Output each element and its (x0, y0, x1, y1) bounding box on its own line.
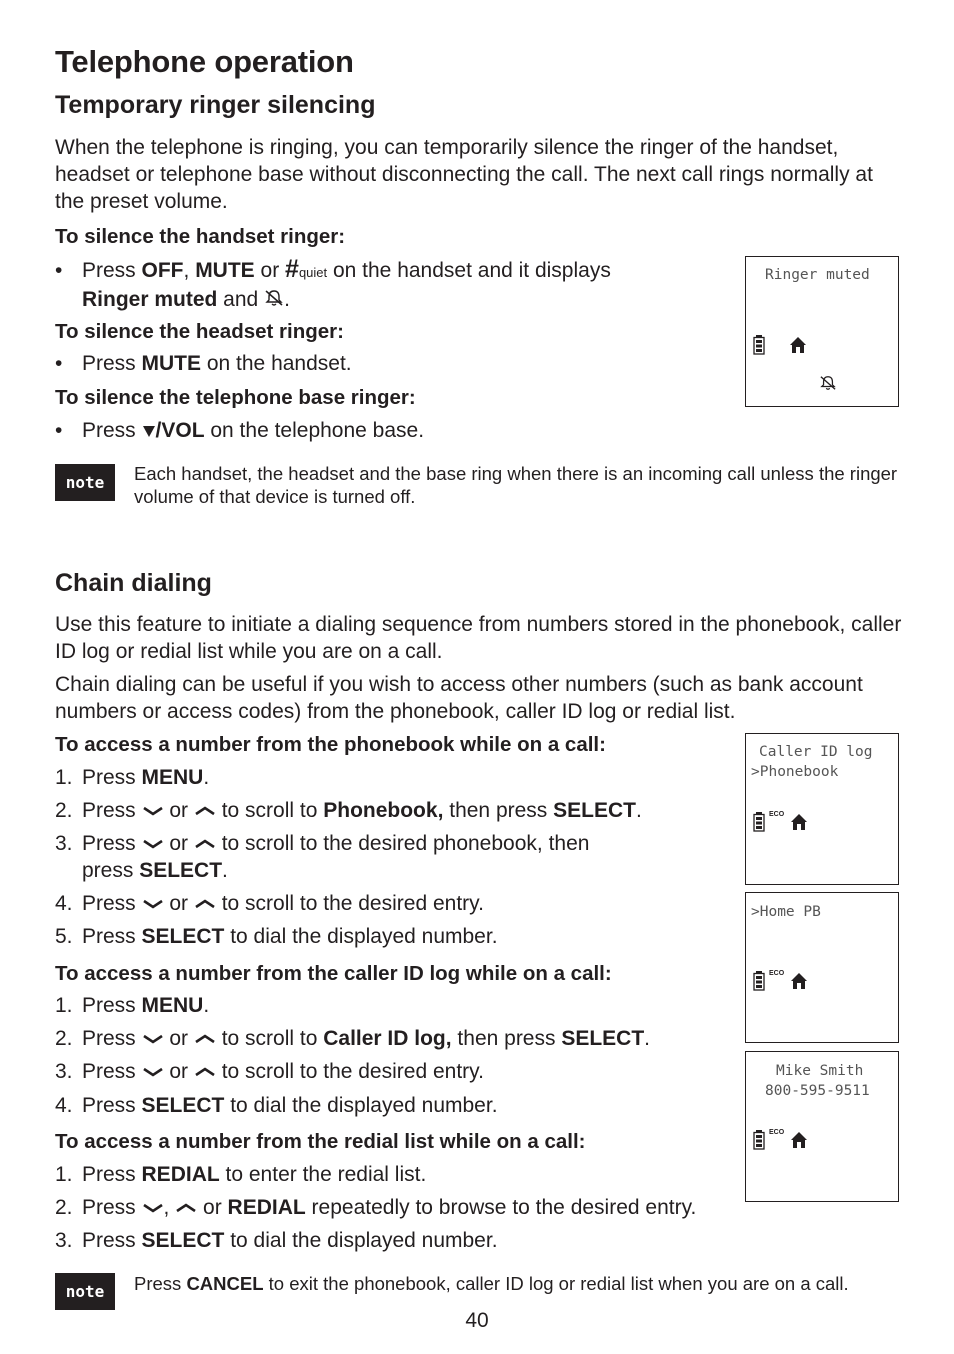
bullet: • (55, 259, 63, 282)
up-arrow-icon (194, 1033, 216, 1045)
pb-step-5: 5. Press SELECT to dial the displayed number. (55, 925, 498, 948)
down-arrow-icon (142, 838, 164, 850)
down-arrow-icon (142, 1066, 164, 1078)
battery-icon (753, 335, 765, 355)
hash-key: # (285, 255, 299, 283)
phonebook-heading: To access a number from the phonebook while on a call: (55, 733, 606, 756)
base-heading: To silence the telephone base ringer: (55, 386, 416, 409)
lcd-screen-home-pb (745, 892, 899, 1043)
chain-intro-1: Use this feature to initiate a dialing sequence from numbers stored in the phonebook, caller ID log or redial list while you are on a call. (55, 613, 902, 663)
chain-note: Press CANCEL to exit the phonebook, caller ID log or redial list when you are on a call. (134, 1273, 849, 1294)
lcd-line: >Phonebook (751, 764, 839, 780)
eco-indicator: ECO (769, 970, 785, 977)
pb-step-1: 1. Press MENU. (55, 766, 210, 789)
lcd-screen-phonebook-menu (745, 733, 899, 885)
down-arrow-icon (142, 1202, 164, 1214)
down-arrow-icon (142, 898, 164, 910)
cid-step-1: 1. Press MENU. (55, 994, 210, 1017)
battery-icon (753, 812, 765, 832)
down-arrow-icon (142, 805, 164, 817)
lcd-line: Mike Smith (776, 1063, 864, 1079)
battery-icon (753, 1130, 765, 1150)
home-icon (790, 1131, 808, 1149)
headset-item: • Press MUTE on the handset. (55, 352, 352, 375)
eco-indicator: ECO (769, 811, 785, 818)
up-arrow-icon (194, 805, 216, 817)
chain-intro-2: Chain dialing can be useful if you wish to access other numbers (such as bank account numbers or access codes) from the phonebook, caller ID log or redial list. (55, 673, 863, 723)
home-icon (789, 336, 807, 354)
bell-off-icon (819, 375, 837, 391)
cid-step-4: 4. Press SELECT to dial the displayed number. (55, 1094, 498, 1117)
up-arrow-icon (194, 898, 216, 910)
note-badge: note (55, 1273, 115, 1310)
headset-heading: To silence the headset ringer: (55, 320, 344, 343)
bell-off-icon (264, 289, 284, 307)
redial-step-1: 1. Press REDIAL to enter the redial list. (55, 1163, 427, 1186)
up-arrow-icon (194, 838, 216, 850)
bullet: • (55, 352, 63, 375)
up-arrow-icon (194, 1066, 216, 1078)
lcd-screen-ringer-muted (745, 256, 899, 407)
pb-step-4: 4. Press or to scroll to the desired entry. (55, 892, 484, 915)
caller-id-heading: To access a number from the caller ID log while on a call: (55, 962, 612, 985)
lcd-screen-entry (745, 1051, 899, 1202)
battery-icon (753, 971, 765, 991)
home-icon (790, 813, 808, 831)
handset-item: • Press OFF, MUTE or #quiet on the handset and it displays Ringer muted and . (55, 255, 611, 311)
pb-step-2: 2. Press or to scroll to Phonebook, then press SELECT. (55, 799, 642, 822)
home-icon (790, 972, 808, 990)
page-number: 40 (465, 1309, 489, 1332)
lcd-line: Ringer muted (765, 267, 870, 283)
volume-down-arrow-icon (142, 424, 156, 438)
quiet-label: quiet (298, 265, 328, 280)
redial-step-2: 2. Press , or REDIAL repeatedly to browse to the desired entry. (55, 1196, 697, 1219)
redial-heading: To access a number from the redial list while on a call: (55, 1130, 586, 1153)
page-title: Telephone operation (55, 44, 354, 79)
ringer-note: Each handset, the headset and the base ring when there is an incoming call unless the ringer volume of that device is turned off. (134, 463, 898, 507)
up-arrow-icon (175, 1202, 197, 1214)
lcd-line: >Home PB (751, 904, 821, 920)
section-heading-chain: Chain dialing (55, 569, 212, 597)
section-heading-ringer: Temporary ringer silencing (55, 91, 376, 119)
down-arrow-icon (142, 1033, 164, 1045)
base-item: • Press /VOL on the telephone base. (55, 419, 425, 442)
lcd-line: 800-595-9511 (765, 1083, 870, 1099)
redial-step-3: 3. Press SELECT to dial the displayed number. (55, 1229, 498, 1252)
note-badge: note (55, 464, 115, 501)
cid-step-3: 3. Press or to scroll to the desired entry. (55, 1060, 484, 1083)
ringer-intro: When the telephone is ringing, you can temporarily silence the ringer of the handset, headset or telephone base without disconnecting the call. The next call rings normally at the preset volume. (55, 136, 873, 213)
lcd-line: Caller ID log (759, 744, 873, 760)
bullet: • (55, 419, 63, 442)
handset-heading: To silence the handset ringer: (55, 225, 346, 248)
pb-step-3: 3. Press or to scroll to the desired phonebook, then press SELECT. (55, 832, 590, 882)
eco-indicator: ECO (769, 1129, 785, 1136)
cid-step-2: 2. Press or to scroll to Caller ID log, then press SELECT. (55, 1027, 651, 1050)
